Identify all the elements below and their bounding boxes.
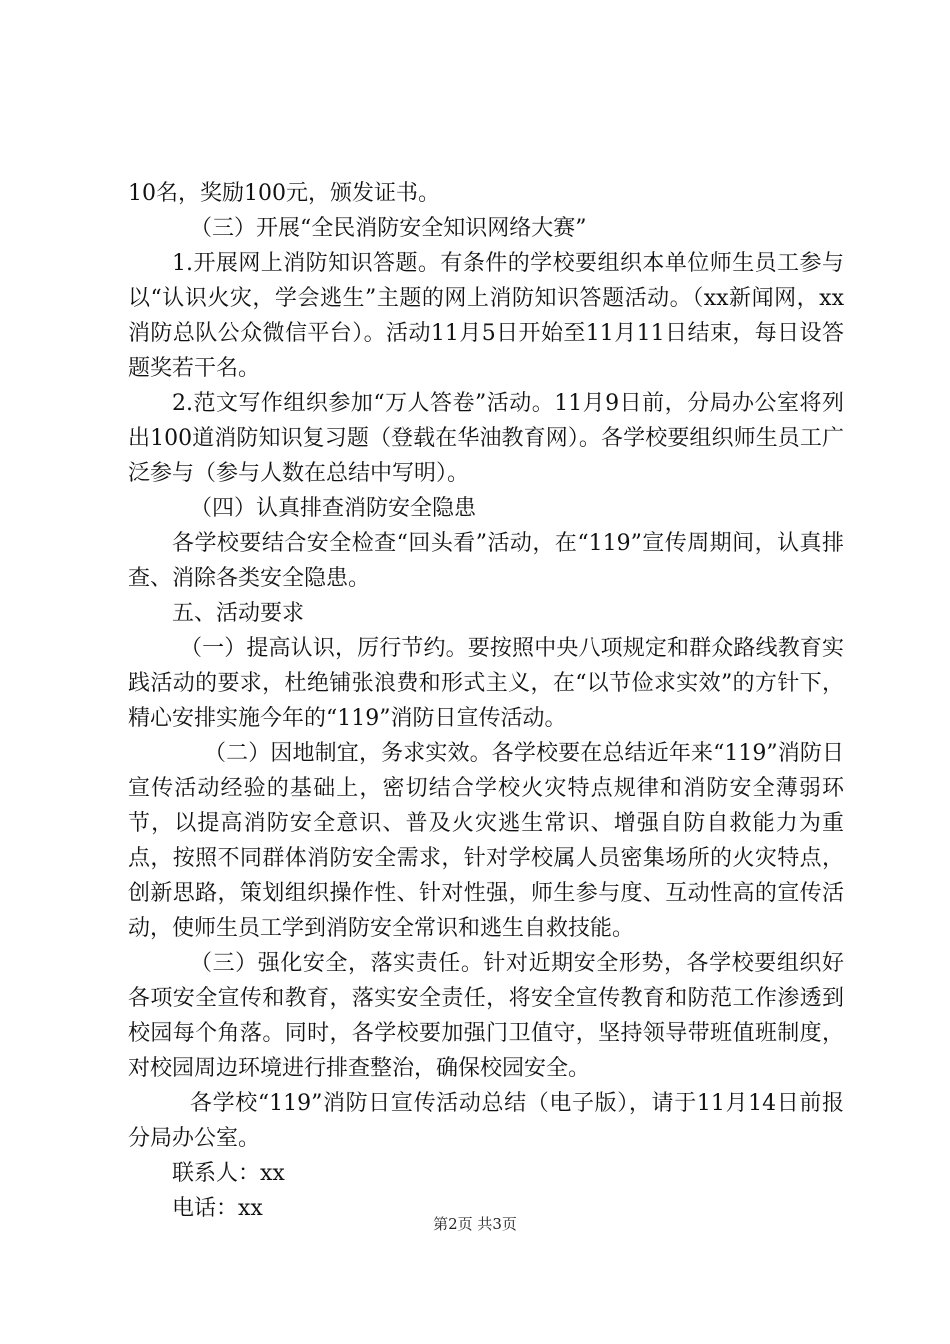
paragraph: 10名，奖励100元，颁发证书。 — [128, 181, 440, 206]
paragraph: 各学校“119”消防日宣传活动总结（电子版），请于11月14日前报分局办公室。 — [128, 1091, 844, 1151]
paragraph: 五、活动要求 — [172, 601, 305, 626]
paragraph: （三）开展“全民消防安全知识网络大赛” — [190, 216, 587, 241]
paragraph: 联系人：xx — [172, 1161, 285, 1186]
page-footer: 第2页 共3页 — [433, 1215, 517, 1233]
paragraph: （三）强化安全，落实责任。针对近期安全形势，各学校要组织好各项安全宣传和教育，落实安全责任，将安全宣传教育和防范工作渗透到校园每个角落。同时，各学校要加强门卫值守，坚持领导带班值班制度，对校园周边环境进行排查整治，确保校园安全。 — [128, 951, 844, 1081]
paragraph: （一）提高认识，厉行节约。要按照中央八项规定和群众路线教育实践活动的要求，杜绝铺张浪费和形式主义，在“以节俭求实效”的方针下，精心安排实施今年的“119”消防日宣传活动。 — [128, 636, 844, 731]
paragraph: （四）认真排查消防安全隐患 — [190, 496, 477, 521]
paragraph: 各学校要结合安全检查“回头看”活动，在“119”宣传周期间，认真排查、消除各类安全隐患。 — [128, 531, 844, 591]
paragraph: （二）因地制宜，务求实效。各学校要在总结近年来“119”消防日宣传活动经验的基础上，密切结合学校火灾特点规律和消防安全薄弱环节，以提高消防安全意识、普及火灾逃生常识、增强自防自救能力为重点，按照不同群体消防安全需求，针对学校属人员密集场所的火灾特点，创新思路，策划组织操作性、针对性强，师生参与度、互动性高的宣传活动，使师生员工学到消防安全常识和逃生自救技能。 — [128, 741, 844, 941]
paragraph: 1.开展网上消防知识答题。有条件的学校要组织本单位师生员工参与以“认识火灾，学会逃生”主题的网上消防知识答题活动。（xx新闻网，xx消防总队公众微信平台）。活动11月5日开始至11月11日结束，每日设答题奖若干名。 — [128, 251, 844, 381]
document-body — [128, 176, 844, 1226]
paragraph: 电话：xx — [172, 1196, 263, 1221]
paragraph: 2.范文写作组织参加“万人答卷”活动。11月9日前，分局办公室将列出100道消防知识复习题（登载在华油教育网）。各学校要组织师生员工广泛参与（参与人数在总结中写明）。 — [128, 391, 844, 486]
